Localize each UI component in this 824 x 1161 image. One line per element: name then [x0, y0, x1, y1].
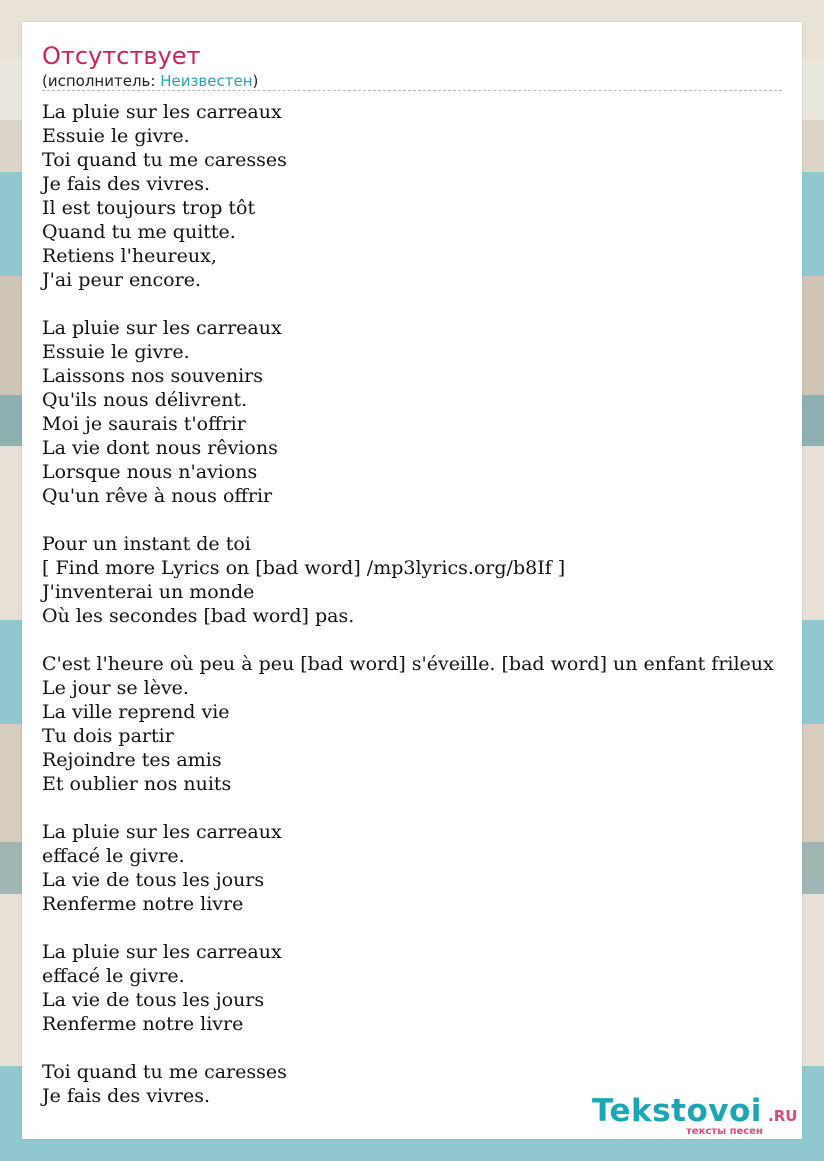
lyric-line: Il est toujours trop tôt — [42, 197, 256, 219]
lyric-line: Moi je saurais t'offrir — [42, 413, 246, 435]
lyric-line: La vie de tous les jours — [42, 989, 265, 1011]
lyric-line: Retiens l'heureux, — [42, 245, 217, 267]
lyric-line: La vie dont nous rêvions — [42, 437, 278, 459]
lyric-line: Qu'ils nous délivrent. — [42, 389, 248, 411]
artist-link[interactable]: Неизвестен — [160, 72, 253, 90]
lyric-line: Je fais des vivres. — [42, 1085, 210, 1107]
lyric-line: Tu dois partir — [42, 725, 174, 747]
lyric-line — [42, 628, 824, 652]
lyric-line — [42, 1036, 824, 1060]
artist-prefix: (исполнитель: — [42, 72, 161, 90]
lyric-line: Je fais des vivres. — [42, 173, 210, 195]
lyric-line: J'inventerai un monde — [42, 581, 255, 603]
lyric-line: effacé le givre. — [42, 845, 185, 867]
lyric-line: La ville reprend vie — [42, 701, 230, 723]
lyric-line: La pluie sur les carreaux — [42, 821, 282, 843]
lyric-line — [42, 796, 824, 820]
lyric-line: Toi quand tu me caresses — [42, 1061, 287, 1083]
lyric-line: Pour un instant de toi — [42, 533, 251, 555]
lyric-line: Rejoindre tes amis — [42, 749, 222, 771]
lyric-line — [42, 508, 824, 532]
lyric-line: [ Find more Lyrics on [bad word] /mp3lyrics.org/b8If ] — [42, 557, 566, 579]
lyric-line: J'ai peur encore. — [42, 269, 201, 291]
lyric-line: effacé le givre. — [42, 965, 185, 987]
lyric-line: Qu'un rêve à nous offrir — [42, 485, 273, 507]
song-title: Отсутствует — [42, 42, 201, 70]
lyric-line: Essuie le givre. — [42, 125, 190, 147]
lyric-line: Renferme notre livre — [42, 893, 244, 915]
logo-tagline: тексты песен — [686, 1126, 763, 1137]
lyric-line: Quand tu me quitte. — [42, 221, 236, 243]
lyric-line: La vie de tous les jours — [42, 869, 265, 891]
lyric-line: La pluie sur les carreaux — [42, 941, 282, 963]
logo-tld: .RU — [768, 1107, 798, 1125]
artist-suffix: ) — [252, 72, 259, 90]
lyric-line: Le jour se lève. — [42, 677, 189, 699]
lyric-line: Toi quand tu me caresses — [42, 149, 287, 171]
site-logo[interactable] — [592, 1092, 798, 1138]
lyric-line: La pluie sur les carreaux — [42, 101, 282, 123]
lyric-line: Renferme notre livre — [42, 1013, 244, 1035]
lyric-line — [42, 916, 824, 940]
lyric-line: Laissons nos souvenirs — [42, 365, 264, 387]
lyric-line: Essuie le givre. — [42, 341, 190, 363]
title-divider — [42, 90, 782, 91]
lyric-line: C'est l'heure où peu à peu [bad word] s'éveille. [bad word] un enfant frileux — [42, 653, 774, 675]
lyric-line: Où les secondes [bad word] pas. — [42, 605, 355, 627]
lyric-line: Et oublier nos nuits — [42, 773, 232, 795]
lyrics-sheet — [22, 22, 802, 1139]
lyric-line — [42, 292, 824, 316]
lyric-line: La pluie sur les carreaux — [42, 317, 282, 339]
lyrics-text — [42, 100, 824, 1108]
logo-wordmark: Tekstovoi — [592, 1093, 762, 1129]
artist-line — [42, 71, 258, 91]
lyric-line: Lorsque nous n'avions — [42, 461, 258, 483]
